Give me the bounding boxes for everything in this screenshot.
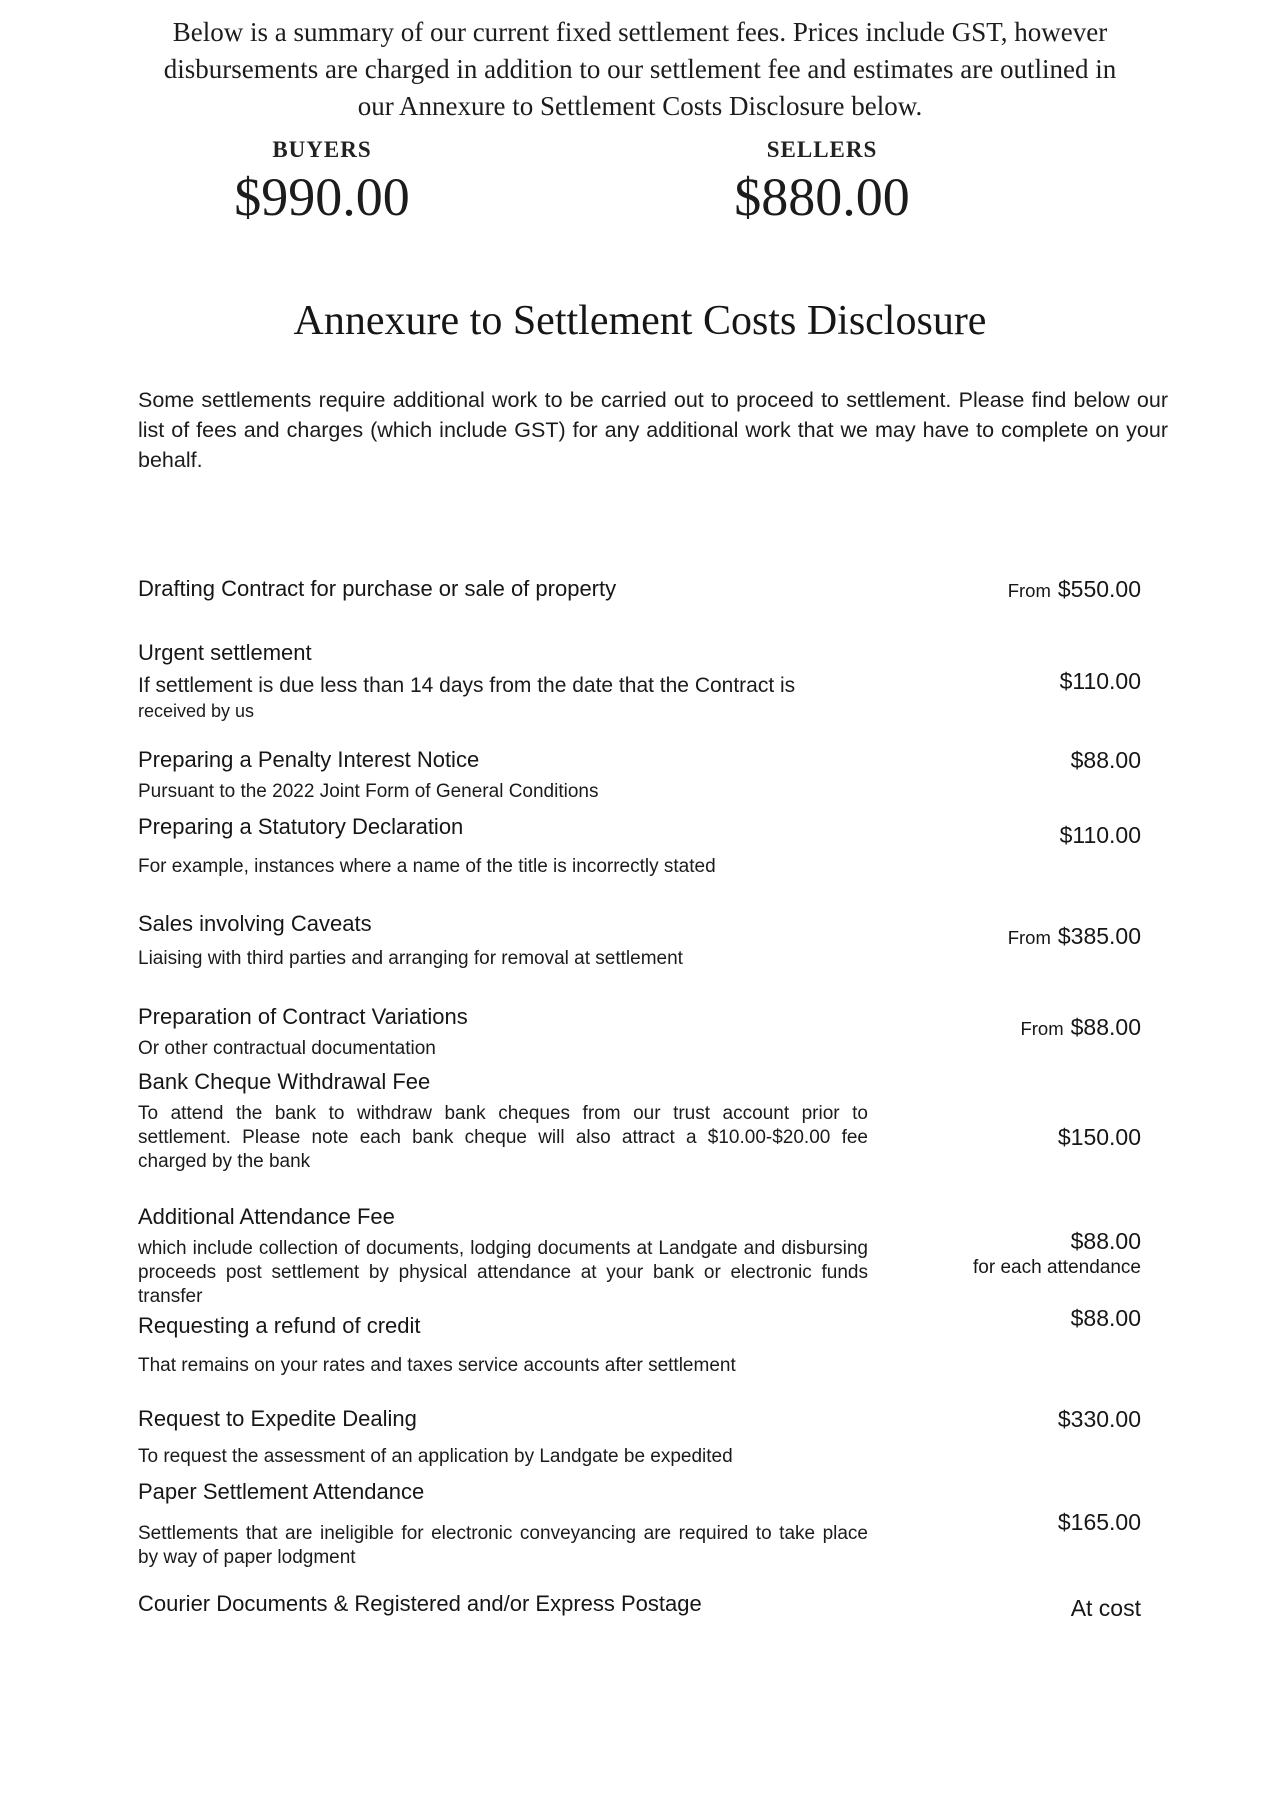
fee-description: Settlements that are ineligible for electronic conveyancing are required to take place by way of paper lodgment bbox=[138, 1523, 868, 1568]
fee-amount: At cost bbox=[1070, 1595, 1141, 1621]
fee-title: Additional Attendance Fee bbox=[138, 1204, 395, 1229]
fee-item-drafting-contract bbox=[138, 575, 1141, 605]
fee-description: To attend the bank to withdraw bank cheques from our trust account prior to settlement. Please note each bank cheque will also attract a $10.00-$20.00 fee charged by the bank bbox=[138, 1103, 868, 1172]
fee-item-statutory-declaration bbox=[138, 813, 1141, 879]
fee-description: For example, instances where a name of the title is incorrectly stated bbox=[138, 856, 716, 877]
fee-description: which include collection of documents, lodging documents at Landgate and disbursing proceeds post settlement by physical attendance at your bank or electronic funds transfer bbox=[138, 1238, 868, 1307]
fee-price bbox=[1060, 821, 1141, 849]
fee-item-paper-settlement bbox=[138, 1478, 1141, 1570]
fee-price bbox=[1071, 1304, 1141, 1332]
annexure-heading: Annexure to Settlement Costs Disclosure bbox=[293, 298, 987, 344]
fee-title: Drafting Contract for purchase or sale of property bbox=[138, 576, 617, 601]
fees-summary-line: Below is a summary of our current fixed settlement fees. Prices include GST, however bbox=[172, 17, 1108, 47]
annexure-intro-paragraph: Some settlements require additional work to be carried out to proceed to settlement. Please find below our list of fees and charges (which include GST) for any additional work that we may have to complete on your behalf. bbox=[138, 388, 1168, 472]
fee-description: That remains on your rates and taxes service accounts after settlement bbox=[138, 1355, 736, 1376]
headline-prices bbox=[72, 125, 1072, 225]
fee-price bbox=[1058, 1508, 1141, 1536]
fee-description: Pursuant to the 2022 Joint Form of General Conditions bbox=[138, 781, 599, 802]
fee-item-courier-postage bbox=[138, 1590, 1141, 1622]
fee-price bbox=[1008, 922, 1141, 952]
fee-price-qualifier: From bbox=[1007, 580, 1051, 601]
fee-item-expedite-dealing bbox=[138, 1405, 1141, 1469]
fee-price bbox=[1058, 1405, 1141, 1433]
fee-amount: $385.00 bbox=[1057, 923, 1141, 949]
fee-title: Urgent settlement bbox=[138, 640, 312, 665]
fees-summary-line: our Annexure to Settlement Costs Disclosure below. bbox=[357, 91, 923, 121]
fee-price bbox=[1071, 1594, 1141, 1622]
fee-item-sales-involving-caveats bbox=[138, 910, 1141, 971]
buyers-column bbox=[72, 125, 572, 225]
fee-item-additional-attendance bbox=[138, 1203, 1141, 1309]
fee-amount: $150.00 bbox=[1057, 1124, 1141, 1150]
fee-amount: $550.00 bbox=[1057, 576, 1141, 602]
fee-description-secondary: received by us bbox=[138, 701, 255, 721]
fee-amount: $88.00 bbox=[1070, 1014, 1141, 1040]
fee-price bbox=[973, 1227, 1141, 1281]
fee-title: Preparing a Statutory Declaration bbox=[138, 814, 464, 839]
fee-title: Requesting a refund of credit bbox=[138, 1313, 421, 1338]
fee-item-refund-of-credit bbox=[138, 1305, 1141, 1378]
fee-price-qualifier: From bbox=[1007, 927, 1051, 948]
sellers-label: SELLERS bbox=[766, 137, 878, 162]
fee-list bbox=[138, 575, 1141, 1622]
fees-summary-line: disbursements are charged in addition to our settlement fee and estimates are outlined in bbox=[163, 54, 1117, 84]
sellers-price: $880.00 bbox=[734, 167, 910, 227]
fee-price bbox=[1060, 667, 1141, 695]
fee-description: If settlement is due less than 14 days from the date that the Contract is bbox=[138, 674, 796, 697]
fee-price-qualifier: From bbox=[1020, 1018, 1064, 1039]
fee-description: To request the assessment of an application by Landgate be expedited bbox=[138, 1446, 733, 1467]
fee-price-note: for each attendance bbox=[973, 1257, 1141, 1278]
fee-title: Preparing a Penalty Interest Notice bbox=[138, 747, 480, 772]
buyers-label: BUYERS bbox=[272, 137, 372, 162]
fee-amount: $88.00 bbox=[1070, 747, 1141, 773]
fee-price bbox=[1058, 1123, 1141, 1151]
fee-amount: $330.00 bbox=[1057, 1406, 1141, 1432]
fee-amount: $88.00 bbox=[1070, 1228, 1141, 1254]
fee-description: Or other contractual documentation bbox=[138, 1038, 436, 1059]
fees-summary-paragraph bbox=[0, 0, 1280, 125]
fee-amount: $110.00 bbox=[1059, 668, 1141, 694]
buyers-price: $990.00 bbox=[234, 167, 410, 227]
fee-title: Bank Cheque Withdrawal Fee bbox=[138, 1069, 431, 1094]
fee-item-urgent-settlement bbox=[138, 639, 1141, 723]
fee-amount: $165.00 bbox=[1057, 1509, 1141, 1535]
fee-title: Paper Settlement Attendance bbox=[138, 1479, 425, 1504]
fee-item-penalty-interest-notice bbox=[138, 746, 1141, 804]
fee-description: Liaising with third parties and arranging for removal at settlement bbox=[138, 948, 683, 969]
fee-price bbox=[1071, 746, 1141, 774]
fee-amount: $110.00 bbox=[1059, 822, 1141, 848]
fee-item-bank-cheque-withdrawal bbox=[138, 1068, 1141, 1174]
sellers-column bbox=[572, 125, 1072, 225]
fee-amount: $88.00 bbox=[1070, 1305, 1141, 1331]
fee-price bbox=[1008, 575, 1141, 605]
fee-title: Request to Expedite Dealing bbox=[138, 1406, 417, 1431]
fee-item-contract-variations bbox=[138, 1003, 1141, 1061]
fee-title: Preparation of Contract Variations bbox=[138, 1004, 468, 1029]
fee-price bbox=[1020, 1013, 1141, 1043]
fee-title: Sales involving Caveats bbox=[138, 911, 372, 936]
fee-title: Courier Documents & Registered and/or Express Postage bbox=[138, 1591, 702, 1616]
